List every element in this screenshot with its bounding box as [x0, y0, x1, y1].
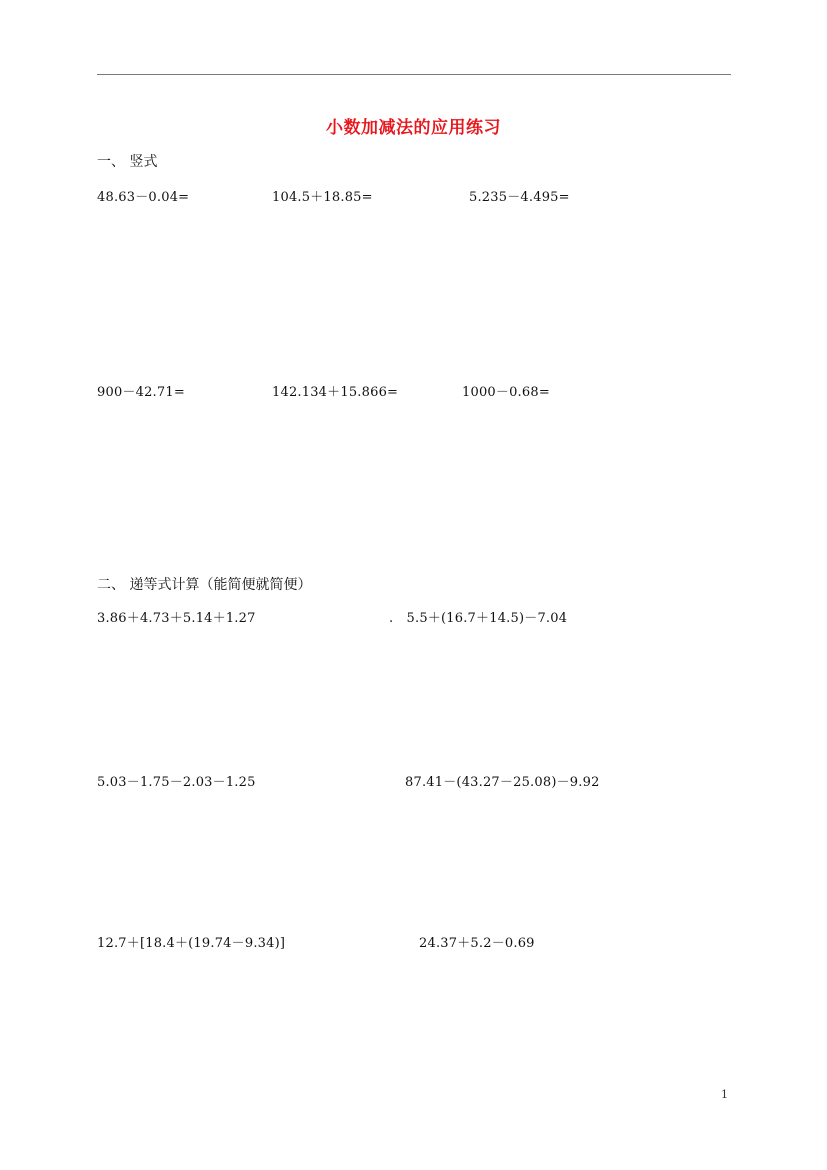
step-problem-5: 12.7＋[18.4＋(19.74－9.34)]	[97, 936, 286, 951]
step-problem-1: 3.86＋4.73＋5.14＋1.27	[97, 611, 256, 626]
vertical-problem-6: 1000－0.68=	[462, 385, 550, 400]
vertical-problem-4: 900－42.71=	[97, 385, 185, 400]
page-number: 1	[721, 1088, 728, 1101]
vertical-problem-3: 5.235－4.495=	[469, 190, 570, 205]
worksheet-title: 小数加减法的应用练习	[326, 118, 501, 138]
vertical-problem-5: 142.134＋15.866=	[272, 385, 399, 400]
vertical-problem-2: 104.5＋18.85=	[272, 190, 373, 205]
step-problem-4: 87.41－(43.27－25.08)－9.92	[405, 775, 600, 790]
step-problem-6: 24.37＋5.2－0.69	[419, 936, 535, 951]
section-2-heading: 二、 递等式计算（能简便就简便）	[97, 577, 312, 593]
vertical-problem-1: 48.63－0.04=	[97, 190, 190, 205]
header-rule	[97, 74, 731, 75]
step-problem-3: 5.03－1.75－2.03－1.25	[97, 775, 256, 790]
step-problem-2: . 5.5＋(16.7＋14.5)－7.04	[389, 611, 568, 626]
section-1-heading: 一、 竖式	[97, 154, 158, 170]
